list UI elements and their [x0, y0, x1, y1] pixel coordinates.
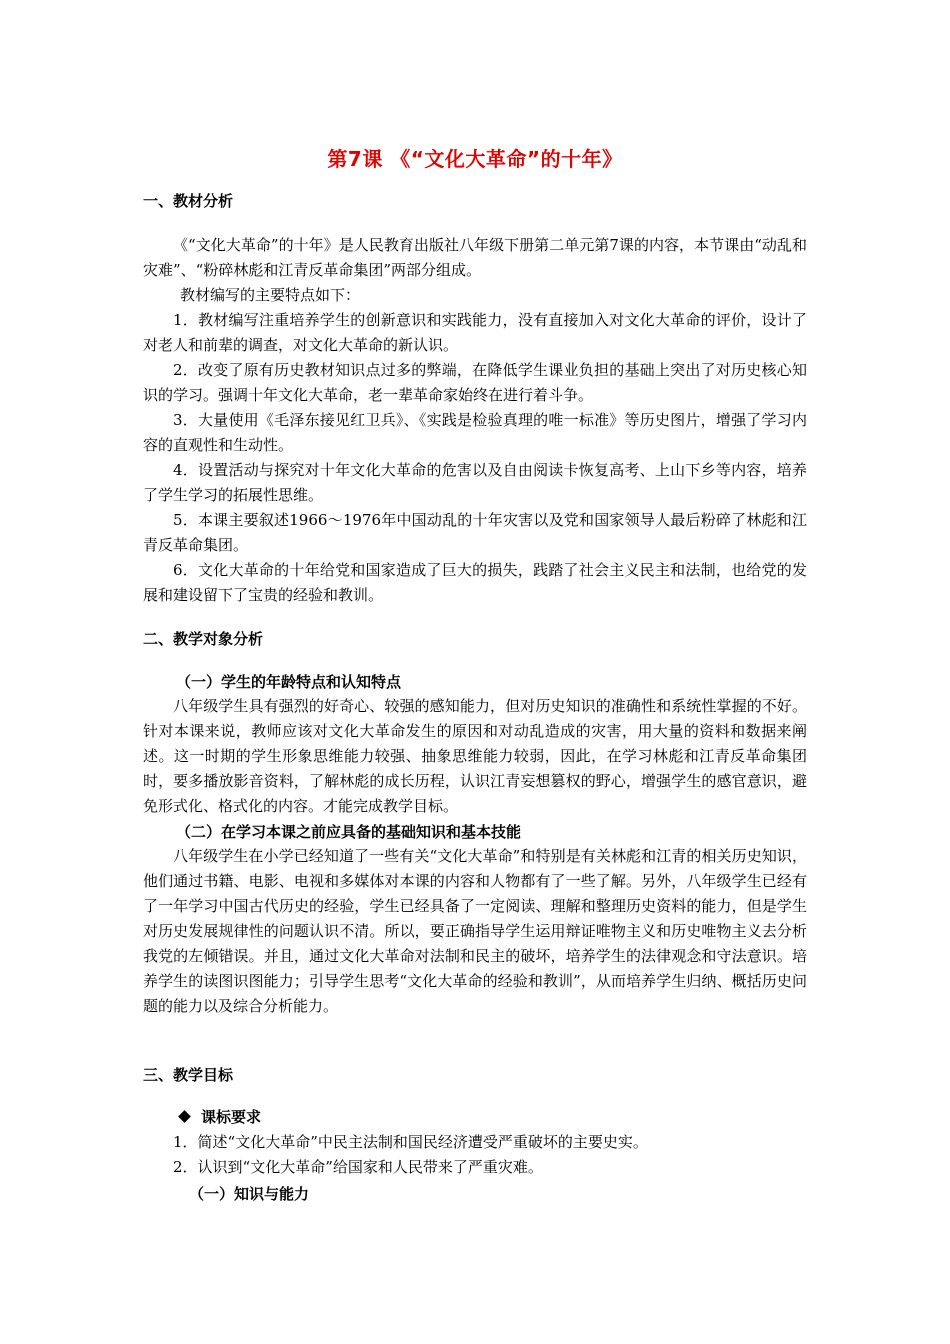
features-lead: 教材编写的主要特点如下： [180, 286, 361, 304]
curriculum-requirements-label: 课标要求 [201, 1108, 262, 1126]
diamond-bullet-icon [178, 1110, 191, 1123]
curriculum-requirements-item [180, 1106, 261, 1127]
requirement-2: 2．认识到“文化大革命”给国家和人民带来了严重灾难。 [173, 1158, 543, 1176]
feature-point-2: 2．改变了原有历史教材知识点过多的弊端，在降低学生课业负担的基础上突出了对历史核心知识的学习。强调十年文化大革命，老一辈革命家始终在进行着斗争。 [143, 361, 807, 404]
lesson-title: 第7课 《“文化大革命”的十年》 [327, 147, 623, 171]
section-heading-textbook-analysis: 一、教材分析 [143, 192, 234, 210]
section-heading-student-analysis: 二、教学对象分析 [143, 630, 264, 648]
prior-knowledge-paragraph: 八年级学生在小学已经知道了一些有关“文化大革命”和特别是有关林彪和江青的相关历史知识，他们通过书籍、电影、电视和多媒体对本课的内容和人物都有了一些了解。另外，八年级学生已经有了一年学习中国古代历史的经验，学生已经具备了一定阅读、理解和整理历史资料的能力，但是学生对历史发展规律性的问题认识不清。所以，要正确指导学生运用辩证唯物主义和历史唯物主义去分析我党的左倾错误。并且，通过文化大革命对法制和民主的破坏，培养学生的法律观念和守法意识。培养学生的读图识图能力；引导学生思考“文化大革命的经验和教训”，从而培养学生归纳、概括历史问题的能力以及综合分析能力。 [143, 847, 807, 1015]
feature-point-3: 3．大量使用《毛泽东接见红卫兵》、《实践是检验真理的唯一标准》等历史图片，增强了学习内容的直观性和生动性。 [143, 411, 807, 454]
subheading-age-cognition: （一）学生的年龄特点和认知特点 [176, 673, 402, 691]
section-heading-teaching-goals: 三、教学目标 [143, 1066, 234, 1084]
feature-point-4: 4．设置活动与探究对十年文化大革命的危害以及自由阅读卡恢复高考、上山下乡等内容，培养了学生学习的拓展性思维。 [143, 461, 807, 504]
subheading-knowledge-ability: （一）知识与能力 [189, 1185, 310, 1203]
subheading-prior-knowledge: （二）在学习本课之前应具备的基础知识和基本技能 [176, 823, 522, 841]
requirement-1: 1．简述“文化大革命”中民主法制和国民经济遭受严重破坏的主要史实。 [173, 1133, 648, 1151]
intro-paragraph: 《“文化大革命”的十年》是人民教育出版社八年级下册第二单元第7课的内容，本节课由“动乱和灾难”、“粉碎林彪和江青反革命集团”两部分组成。 [143, 236, 807, 279]
feature-point-1: 1．教材编写注重培养学生的创新意识和实践能力，没有直接加入对文化大革命的评价，设计了对老人和前辈的调查，对文化大革命的新认识。 [143, 311, 807, 354]
age-cognition-paragraph: 八年级学生具有强烈的好奇心、较强的感知能力，但对历史知识的准确性和系统性掌握的不好。针对本课来说，教师应该对文化大革命发生的原因和对动乱造成的灾害，用大量的资料和数据来阐述。这一时期的学生形象思维能力较强、抽象思维能力较弱，因此，在学习林彪和江青反革命集团时，要多播放影音资料，了解林彪的成长历程，认识江青妄想篡权的野心，增强学生的感官意识，避免形式化、格式化的内容。才能完成教学目标。 [143, 697, 807, 815]
feature-point-5: 5．本课主要叙述1966～1976年中国动乱的十年灾害以及党和国家领导人最后粉碎了林彪和江青反革命集团。 [143, 511, 807, 554]
feature-point-6: 6．文化大革命的十年给党和国家造成了巨大的损失，践踏了社会主义民主和法制，也给党的发展和建设留下了宝贵的经验和教训。 [143, 561, 807, 604]
